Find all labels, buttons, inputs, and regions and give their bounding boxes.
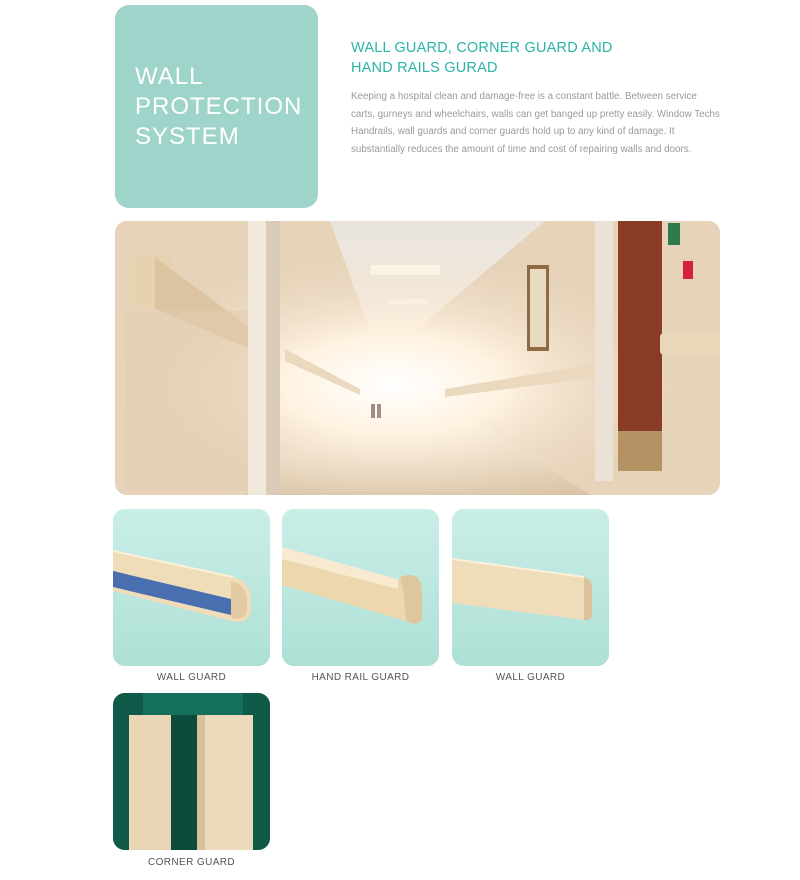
hero-title-box bbox=[115, 5, 318, 208]
wall-guard-photo bbox=[113, 509, 270, 666]
heading-line: WALL GUARD, CORNER GUARD AND bbox=[351, 40, 613, 56]
product-caption: WALL GUARD bbox=[495, 672, 566, 683]
hand-rail-guard-photo bbox=[282, 509, 439, 666]
corner-guard-photo bbox=[113, 693, 270, 850]
hero-title-line: SYSTEM bbox=[135, 122, 240, 150]
heading-line: HAND RAILS GURAD bbox=[351, 60, 498, 76]
product-caption: WALL GUARD bbox=[156, 672, 227, 683]
intro-paragraph: Keeping a hospital clean and damage-free is a constant battle. Between service carts, gurneys and wheelchairs, walls can get banged up pretty easily. Window Techs Handrails, wall guards and corner guards hold up to any kind of damage. It substantially reduces the amount of time and cost of repairing walls and doors. bbox=[351, 91, 720, 155]
product-caption: HAND RAIL GUARD bbox=[311, 672, 410, 683]
hospital-corridor-photo bbox=[115, 221, 720, 495]
section-heading bbox=[351, 38, 651, 78]
hero-title-line: WALL bbox=[135, 62, 204, 90]
hero-title-line: PROTECTION bbox=[135, 92, 303, 120]
flat-wall-guard-photo bbox=[452, 509, 609, 666]
product-caption: CORNER GUARD bbox=[147, 857, 236, 868]
